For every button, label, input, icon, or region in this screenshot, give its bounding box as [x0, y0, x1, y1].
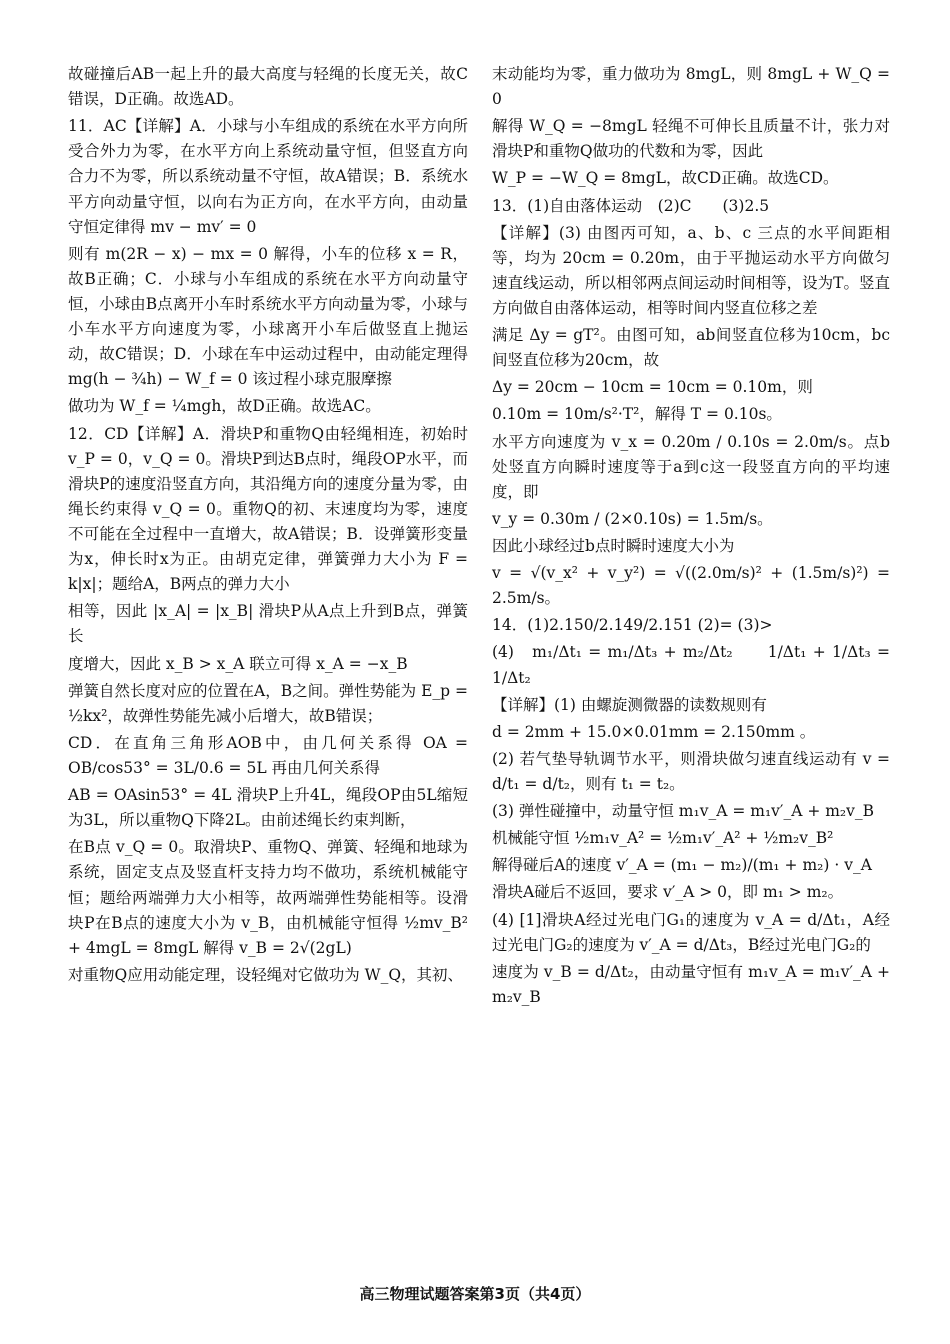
paragraph: 对重物Q应用动能定理，设轻绳对它做功为 W_Q，其初、: [68, 965, 464, 984]
page-footer: 高三物理试题答案第3页（共4页）: [359, 1285, 591, 1303]
paragraph: 弹簧自然长度对应的位置在A，B之间。弹性势能为 E_p = ½kx²，故弹性势能先减小后增大，故B错误；: [68, 681, 468, 725]
paragraph: W_P = −W_Q = 8mgL，故CD正确。故选CD。: [492, 169, 839, 188]
paragraph: CD．在直角三角形AOB中，由几何关系得 OA = OB/cos53° = 3L/0.6 = 5L 再由几何关系得: [68, 733, 468, 777]
paragraph: 满足 Δy = gT²。由图可知，ab间竖直位移为10cm，bc间竖直位移为20cm，故: [492, 326, 890, 370]
paragraph: (4) [1]滑块A经过光电门G₁的速度为 v_A = d/Δt₁，A经过光电门G₂的速度为 v′_A = d/Δt₃，B经过光电门G₂的: [492, 910, 890, 954]
paragraph: 解得 W_Q = −8mgL 轻绳不可伸长且质量不计，张力对滑块P和重物Q做功的代数和为零，因此: [492, 117, 890, 161]
paragraph: 度增大，因此 x_B > x_A 联立可得 x_A = −x_B: [68, 654, 408, 673]
paragraph: 机械能守恒 ½m₁v_A² = ½m₁v′_A² + ½m₂v_B²: [492, 829, 834, 848]
paragraph: 相等，因此 |x_A| = |x_B| 滑块P从A点上升到B点，弹簧长: [68, 602, 468, 646]
paragraph: 【详解】(1) 由螺旋测微器的读数规则有: [492, 695, 767, 714]
paragraph: 故碰撞后AB一起上升的最大高度与轻绳的长度无关，故C错误，D正确。故选AD。: [68, 65, 468, 109]
paragraph: (3) 弹性碰撞中，动量守恒 m₁v_A = m₁v′_A + m₂v_B: [492, 802, 875, 821]
paragraph: 滑块A碰后不返回，要求 v′_A > 0，即 m₁ > m₂。: [492, 883, 844, 902]
paragraph: 在B点 v_Q = 0。取滑块P、重物Q、弹簧、轻绳和地球为系统，固定支点及竖直杆支持力均不做功，系统机械能守恒；题给两端弹力大小相等，故两端弹性势能相等。设滑块P在B点的速度大小为 v_B，由机械能守恒得 ½mv_B² + 4mgL = 8mgL 解得 v_B = 2√(2gL): [68, 838, 468, 957]
paragraph: d = 2mm + 15.0×0.01mm = 2.150mm 。: [492, 722, 816, 741]
paragraph: 速度为 v_B = d/Δt₂，由动量守恒有 m₁v_A = m₁v′_A + m₂v_B: [492, 962, 890, 1006]
paragraph: v_y = 0.30m / (2×0.10s) = 1.5m/s。: [492, 509, 773, 528]
paragraph: 做功为 W_f = ¼mgh，故D正确。故选AC。: [68, 397, 381, 416]
paragraph: 因此小球经过b点时瞬时速度大小为: [492, 536, 735, 555]
paragraph: AB = OAsin53° = 4L 滑块P上升4L，绳段OP由5L缩短为3L，所以重物Q下降2L。由前述绳长约束判断，: [68, 786, 468, 830]
paragraph: (2) 若气垫导轨调节水平，则滑块做匀速直线运动有 v = d/t₁ = d/t₂，则有 t₁ = t₂。: [492, 749, 890, 793]
paragraph: v = √(v_x² + v_y²) = √((2.0m/s)² + (1.5m/s)²) = 2.5m/s。: [492, 564, 890, 608]
paragraph: 13．(1)自由落体运动 (2)C (3)2.5: [492, 196, 770, 215]
paragraph: 解得碰后A的速度 v′_A = (m₁ − m₂)/(m₁ + m₂) · v_A: [492, 856, 872, 875]
paragraph: 则有 m(2R − x) − mx = 0 解得，小车的位移 x = R，故B正确；C．小球与小车组成的系统在水平方向动量守恒，小球由B点离开小车时系统水平方向动量为零，小球与小车水平方向速度为零，小球离开小车后做竖直上抛运动，故C错误；D．小球在车中运动过程中，由动能定理得 mg(h − ¾h) − W_f = 0 该过程小球克服摩擦: [68, 244, 468, 389]
paragraph: 12．CD【详解】A．滑块P和重物Q由轻绳相连，初始时 v_P = 0，v_Q = 0。滑块P到达B点时，绳段OP水平，而滑块P的速度沿竖直方向，其沿绳方向的速度分量为零，由绳长约束得 v_Q = 0。重物Q的初、末速度均为零，速度不可能在全过程中一直增大，故A错误；B．设弹簧形变量为x，伸长时x为正。由胡克定律，弹簧弹力大小为 F = k|x|；题给A，B两点的弹力大小: [68, 424, 468, 594]
paragraph: (4) m₁/Δt₁ = m₁/Δt₃ + m₂/Δt₂ 1/Δt₁ + 1/Δt₃ = 1/Δt₂: [492, 643, 890, 687]
paragraph: 11．AC【详解】A．小球与小车组成的系统在水平方向所受合外力为零，在水平方向上系统动量守恒，但竖直方向合力不为零，所以系统动量不守恒，故A错误；B．系统水平方向动量守恒，以向右为正方向，在水平方向，由动量守恒定律得 mv − mv′ = 0: [68, 117, 468, 236]
left-column: [68, 62, 468, 990]
paragraph: 14．(1)2.150/2.149/2.151 (2)= (3)>: [492, 616, 773, 635]
right-column: [492, 62, 890, 1012]
paragraph: 【详解】(3) 由图丙可知，a、b、c 三点的水平间距相等，均为 20cm = 0.20m，由于平抛运动水平方向做匀速直线运动，所以相邻两点间运动时间相等，设为T。竖直方向做自由落体运动，相等时间内竖直位移之差: [492, 223, 890, 317]
paragraph: Δy = 20cm − 10cm = 10cm = 0.10m，则: [492, 378, 813, 397]
paragraph: 水平方向速度为 v_x = 0.20m / 0.10s = 2.0m/s。点b处竖直方向瞬时速度等于a到c这一段竖直方向的平均速度，即: [492, 432, 890, 501]
paragraph: 0.10m = 10m/s²·T²，解得 T = 0.10s。: [492, 405, 782, 424]
paragraph: 末动能均为零，重力做功为 8mgL，则 8mgL + W_Q = 0: [492, 65, 890, 109]
